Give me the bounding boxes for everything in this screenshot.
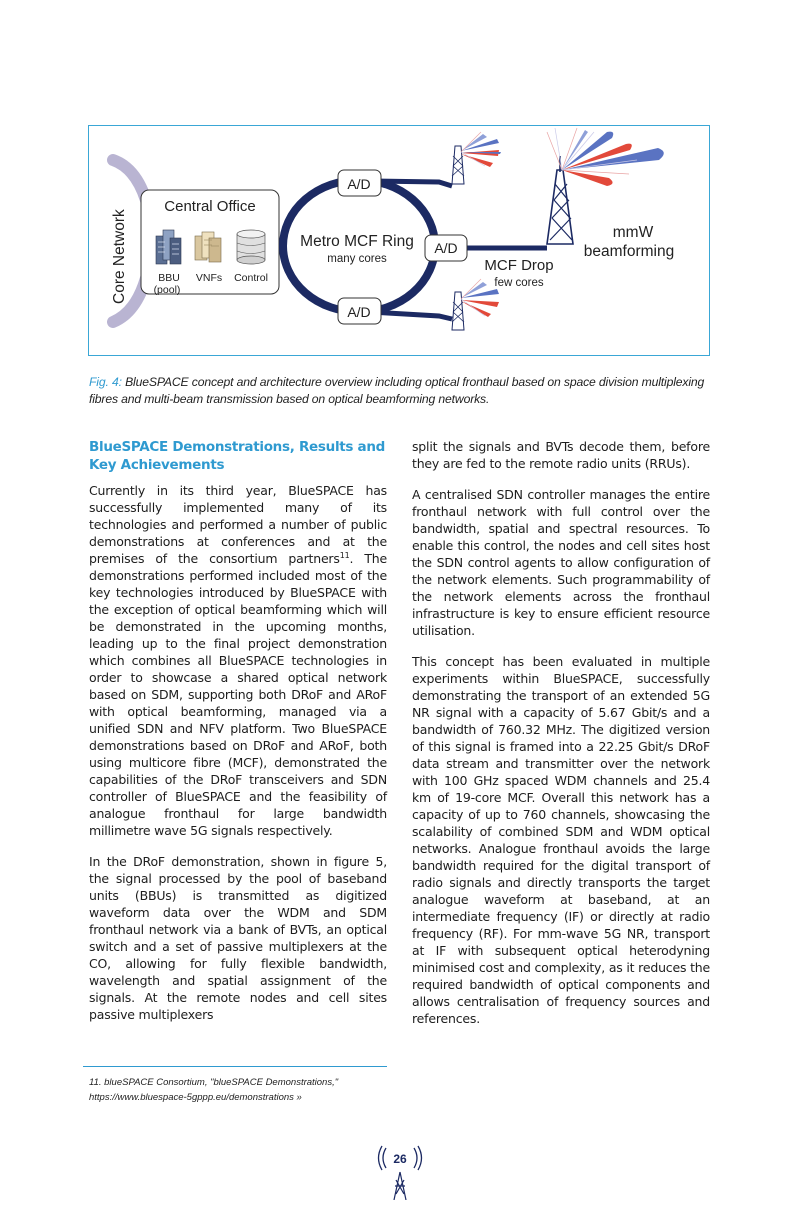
page-number: 26: [393, 1152, 407, 1166]
ad-right-label: A/D: [434, 240, 458, 256]
page-number-graphic: [370, 1140, 430, 1200]
control-icon: [237, 230, 265, 264]
control-label: Control: [234, 272, 268, 284]
footnote: [89, 1075, 409, 1105]
mcf-drop-subtitle: few cores: [494, 277, 544, 289]
mcf-drop-label: MCF Drop: [484, 257, 554, 274]
bottom-branch-fiber: [371, 312, 452, 319]
bbu-label: BBU: [158, 272, 180, 284]
right-column: [412, 438, 710, 1041]
footnote-divider: [83, 1066, 387, 1067]
figure-caption: [89, 374, 711, 408]
paragraph: A centralised SDN controller manages the entire fronthaul network with full control over the bandwidth, spatial and spectral resources. To enable this control, the nodes and cell sites host the SDN control agents to allow configuration of the network elements. Such programmability of the network elements across the fronthaul infrastructure is key to ensure efficient resource utilisation.: [412, 487, 710, 638]
ring-subtitle: many cores: [327, 253, 387, 265]
footnote-ref[interactable]: 11: [339, 550, 350, 560]
caption-text: BlueSPACE concept and architecture overview including optical fronthaul based on space division multiplexing fibres and multi-beam transmission based on optical beamforming networks.: [89, 375, 705, 406]
footnote-citation: 11. blueSPACE Consortium, "blueSPACE Demonstrations,": [89, 1077, 339, 1088]
bbu-pool-label: (pool): [153, 284, 181, 296]
caption-label: Fig. 4:: [89, 375, 122, 389]
section-heading: BlueSPACE Demonstrations, Results and Key Achievements: [89, 439, 386, 473]
left-column: [89, 438, 387, 1037]
figure-4: [88, 125, 710, 356]
mmw-label: mmW: [612, 224, 654, 241]
top-antenna-icon: [452, 132, 501, 184]
vnfs-label: VNFs: [195, 272, 223, 284]
footnote-link[interactable]: https://www.bluespace-5gppp.eu/demonstrations »: [89, 1092, 302, 1103]
ring-title: Metro MCF Ring: [300, 233, 414, 250]
central-office-label: Central Office: [164, 198, 256, 215]
beamforming-label: beamforming: [583, 243, 675, 260]
paragraph: Currently in its third year, BlueSPACE has successfully implemented many of its technologies and performed a number of public demonstrations at conferences and at the premises of the consortium partners$^{11}$. The demonstrations performed included most of the key technologies introduced by BlueSPACE with the exception of optical beamforming which will be demonstrated in the upcoming months, leading up to the final project demonstration which combines all BlueSPACE technologies in order to showcase a shared optical network based on SDM, supporting both DRoF and ARoF with optical beamforming, managed via a unified SDN and NFV platform. Two BlueSPACE demonstrations based on DRoF and ARoF, both using multicore fibre (MCF), demonstrated the capabilities of the DRoF transceivers and SDN controller of BlueSPACE and the feasibility of analogue fronthaul for large bandwidth millimetre wave 5G signals respectively.: [89, 483, 387, 838]
bottom-antenna-icon: [452, 279, 499, 330]
page-number-badge: [370, 1140, 430, 1200]
architecture-diagram: [89, 126, 711, 357]
paragraph: In the DRoF demonstration, shown in figure 5, the signal processed by the pool of baseband units (BBUs) is transmitted as digitized waveform data over the WDM and SDM fronthaul network via a bank of BVTs, an optical switch and a set of passive multiplexers at the CO, allowing for fully flexible bandwidth, wavelength and spatial assignment of the signals. At the remote nodes and cell sites passive multiplexers: [89, 854, 387, 1022]
ad-bottom-label: A/D: [347, 304, 371, 320]
core-network-label: Core Network: [111, 209, 128, 304]
paragraph: split the signals and BVTs decode them, before they are fed to the remote radio units (RRUs).: [412, 439, 710, 471]
ad-top-label: A/D: [347, 176, 371, 192]
paragraph: This concept has been evaluated in multiple experiments within BlueSPACE, successfully demonstrating the transport of an extended 5G NR signal with a capacity of 5.67 Gbit/s and a bandwidth of 760.32 MHz. The digitized version of this signal is framed into a 22.25 Gbit/s DRoF data stream and transmitter over the network with 100 GHz spaced WDM channels and 25.4 km of 19-core MCF. Overall this network has a capacity of up to 760 channels, showcasing the scalability of combined SDM and WDM optical networks. Analogue fronthaul avoids the large bandwidth required for the digital transport of radio signals and directly transports the target analogue waveform at baseband, at an intermediate frequency (IF) or directly at radio frequency (RF). For mm-wave 5G NR, transport at IF with subsequent optical heterodyning minimised cost and complexity, as it reduces the required bandwidth of optical components and allows centralisation of frequency sources and references.: [412, 654, 710, 1026]
